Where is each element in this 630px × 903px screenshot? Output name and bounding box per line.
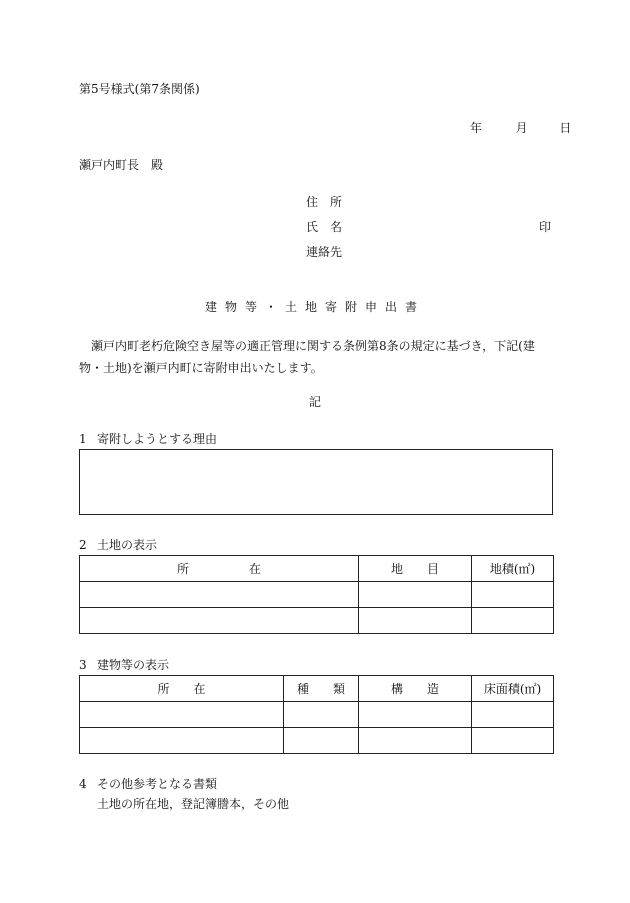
seal-label: 印: [539, 220, 552, 234]
land-cell[interactable]: [359, 582, 472, 608]
table-row: [80, 728, 554, 754]
date-year: 年: [470, 121, 483, 135]
form-number: 第5号様式(第7条関係): [79, 82, 200, 96]
section4-items: 土地の所在地，登記簿謄本，その他: [97, 797, 290, 811]
building-cell[interactable]: [472, 728, 554, 754]
section2-heading: [79, 536, 157, 553]
section1-number: 1: [79, 432, 87, 446]
ki-heading: 記: [308, 395, 321, 409]
section4-heading: [79, 775, 217, 792]
building-cell[interactable]: [284, 728, 359, 754]
land-table-header: [80, 556, 554, 582]
land-cell[interactable]: [80, 608, 359, 634]
land-col-category: 地 目: [359, 556, 472, 582]
building-cell[interactable]: [359, 702, 472, 728]
building-cell[interactable]: [472, 702, 554, 728]
building-table-header: [80, 676, 554, 702]
building-col-structure: 構 造: [359, 676, 472, 702]
building-cell[interactable]: [284, 702, 359, 728]
reason-box[interactable]: [79, 449, 553, 515]
land-table: [79, 555, 554, 634]
section2-number: 2: [79, 538, 87, 552]
contact-label: 連絡先: [306, 245, 343, 259]
body-text: 瀬戸内町老朽危険空き屋等の適正管理に関する条例第8条の規定に基づき，下記(建物・土地)を瀬戸内町に寄附申出いたします。: [79, 339, 535, 375]
table-row: [80, 582, 554, 608]
table-row: [80, 608, 554, 634]
building-col-location: 所 在: [80, 676, 284, 702]
building-table: [79, 675, 554, 754]
land-cell[interactable]: [472, 608, 554, 634]
date-day: 日: [559, 121, 572, 135]
land-cell[interactable]: [472, 582, 554, 608]
section3-title: 建物等の表示: [97, 658, 170, 672]
land-cell[interactable]: [80, 582, 359, 608]
section4-number: 4: [79, 777, 87, 791]
address-label: 住 所: [306, 195, 343, 209]
building-col-type: 種 類: [284, 676, 359, 702]
name-label: 氏 名: [306, 220, 343, 234]
section4-title: その他参考となる書類: [97, 777, 218, 791]
section3-heading: [79, 656, 169, 673]
building-cell[interactable]: [359, 728, 472, 754]
building-cell[interactable]: [80, 702, 284, 728]
date-line: [470, 119, 571, 136]
section2-title: 土地の表示: [97, 538, 158, 552]
land-col-location: 所 在: [80, 556, 359, 582]
building-col-floor-area: 床面積(㎡): [472, 676, 554, 702]
document-title: 建物等・土地寄附申出書: [204, 300, 425, 314]
section1-heading: [79, 430, 217, 447]
section3-number: 3: [79, 658, 87, 672]
date-month: 月: [515, 121, 528, 135]
table-row: [80, 702, 554, 728]
land-col-area: 地積(㎡): [472, 556, 554, 582]
addressee: 瀬戸内町長 殿: [79, 158, 164, 172]
land-cell[interactable]: [359, 608, 472, 634]
building-cell[interactable]: [80, 728, 284, 754]
section1-title: 寄附しようとする理由: [97, 432, 218, 446]
